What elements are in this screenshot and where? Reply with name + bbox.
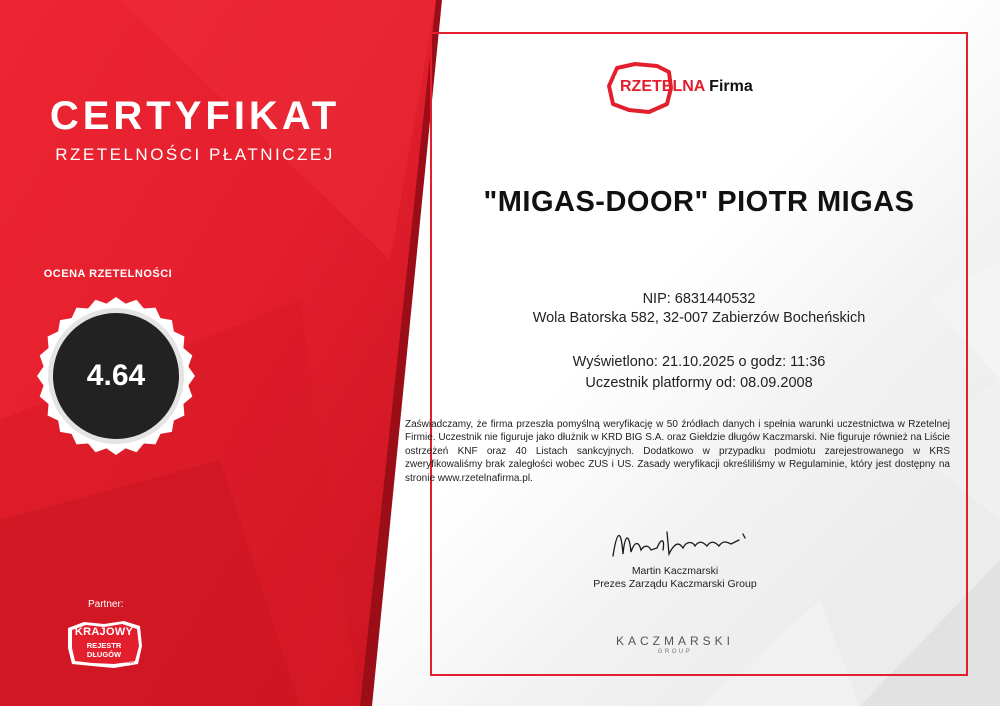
partner-label: Partner:	[88, 599, 124, 610]
krd-logo-subtext: REJESTR DŁUGÓW	[86, 641, 122, 659]
verification-statement: Zaświadczamy, że firma przeszła pomyślną weryfikację w 50 źródłach danych i spełnia warunki uczestnictwa w Rzetelnej Firmie. Uczestnik nie figuruje jako dłużnik w KRD BIG S.A. oraz Giełdzie długów Kaczmarski. Nie figuruje również na Liście ostrzeżeń KNF oraz 40 Listach sankcyjnych. Dodatkowo w przypadku podmiotu zarejestrowanego w KRS zweryfikowaliśmy brak zaległości wobec ZUS i US. Zasady weryfikacji określiliśmy w Regulaminie, który jest dostępny na stronie www.rzetelnafirma.pl.	[405, 419, 950, 484]
score-label: OCENA RZETELNOŚCI	[43, 268, 173, 280]
signatory-name: Martin Kaczmarski	[631, 565, 719, 577]
company-nip: NIP: 6831440532	[642, 291, 756, 307]
certificate-title: CERTYFIKAT	[49, 94, 341, 138]
company-address: Wola Batorska 582, 32-007 Zabierzów Bocheńskich	[532, 310, 866, 326]
member-since: Uczestnik platformy od: 08.09.2008	[585, 375, 813, 391]
brand-name-dark: Firma	[704, 78, 753, 95]
displayed-timestamp: Wyświetlono: 21.10.2025 o godz: 11:36	[572, 354, 826, 370]
rzetelna-firma-logo	[620, 78, 753, 96]
krd-logo-text: KRAJOWY	[74, 626, 134, 638]
signature	[605, 520, 755, 566]
certificate-subtitle: RZETELNOŚCI PŁATNICZEJ	[55, 145, 335, 164]
krd-logo-url: www.krd.pl	[110, 659, 135, 665]
company-name: "MIGAS-DOOR" PIOTR MIGAS	[483, 186, 915, 218]
score-value: 4.64	[86, 359, 146, 392]
kaczmarski-group-logo: KACZMARSKI	[615, 634, 734, 648]
kaczmarski-group-sub: GROUP	[657, 649, 693, 655]
signatory-role: Prezes Zarządu Kaczmarski Group	[593, 578, 757, 590]
brand-name-red: RZETELNA	[620, 78, 705, 95]
